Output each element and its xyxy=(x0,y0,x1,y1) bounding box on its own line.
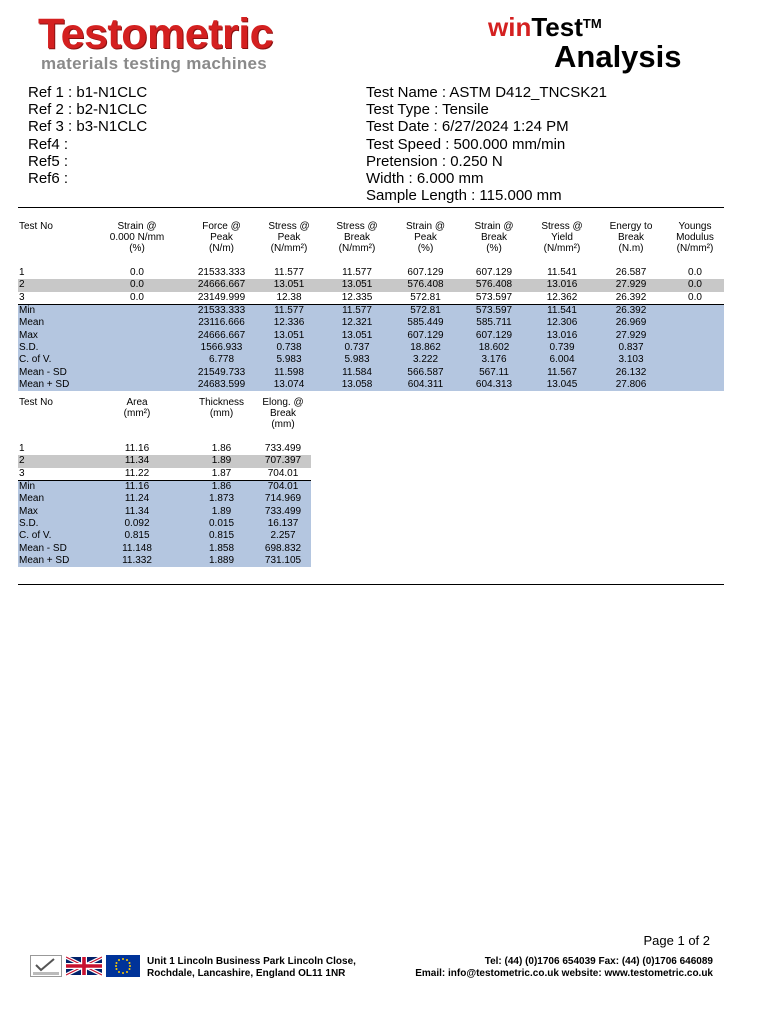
ref-line: Ref 2 : b2-N1CLC xyxy=(28,101,148,119)
table-cell: 13.016 xyxy=(528,279,596,291)
stat-cell: 12.336 xyxy=(255,317,323,329)
table-cell: 704.01 xyxy=(267,467,299,479)
table-cell: 26.587 xyxy=(615,267,647,279)
stat-cell xyxy=(666,317,724,329)
column-header: Strain @ Break (%) xyxy=(474,221,514,254)
table-cell: 707.397 xyxy=(255,455,311,467)
stat-cell: 0.739 xyxy=(528,342,596,354)
stat-cell: 1566.933 xyxy=(188,342,255,354)
column-header: Thickness (mm) xyxy=(198,397,244,419)
stat-cell: 23116.666 xyxy=(188,317,255,329)
stat-label: Max xyxy=(18,329,86,341)
stat-cell: 607.129 xyxy=(391,329,460,341)
column-header: Force @ Peak (N/m) xyxy=(202,221,241,254)
stat-label: Mean + SD xyxy=(18,555,86,567)
table-cell: 0.0 xyxy=(666,279,724,291)
table-row xyxy=(18,279,724,291)
results-table xyxy=(18,221,724,391)
stat-cell: 0.815 xyxy=(86,530,188,542)
table-cell: 576.408 xyxy=(460,279,528,291)
table-cell: 11.22 xyxy=(124,467,150,479)
stat-label: C. of V. xyxy=(18,530,86,542)
table-cell: 27.929 xyxy=(596,279,666,291)
ref-line: Ref 1 : b1-N1CLC xyxy=(28,84,148,101)
header-divider xyxy=(18,207,724,208)
stat-cell: 585.711 xyxy=(460,317,528,329)
stat-cell: 16.137 xyxy=(255,518,311,530)
stat-cell: 604.313 xyxy=(460,379,528,391)
stat-cell: 0.837 xyxy=(596,342,666,354)
stat-cell xyxy=(666,304,724,317)
table-cell: 23149.999 xyxy=(197,291,246,303)
table-row xyxy=(18,267,724,279)
stats-row xyxy=(18,505,311,517)
stat-cell: 2.257 xyxy=(255,530,311,542)
company-contact: Tel: (44) (0)1706 654039 Fax: (44) (0)1706 646089 Email: info@testometric.co.uk website: www.testometric.co.uk xyxy=(415,956,713,979)
stat-cell: 13.051 xyxy=(323,329,391,341)
stat-cell: 21549.733 xyxy=(188,366,255,378)
table-row xyxy=(18,443,311,455)
column-header: Stress @ Break (N/mm²) xyxy=(336,221,378,254)
stat-cell: 11.584 xyxy=(323,366,391,378)
table-cell: 576.408 xyxy=(391,279,460,291)
stats-row xyxy=(18,542,311,554)
stats-row xyxy=(18,493,311,505)
stat-cell: 3.176 xyxy=(460,354,528,366)
stat-cell xyxy=(86,366,188,378)
eu-flag-icon xyxy=(106,955,140,977)
column-header: Area (mm²) xyxy=(123,397,151,419)
column-header: Test No xyxy=(19,397,53,408)
stat-cell: 1.889 xyxy=(188,555,255,567)
table-cell: 11.577 xyxy=(342,267,372,279)
stats-row xyxy=(18,317,724,329)
stat-cell: 11.34 xyxy=(86,505,188,517)
stat-cell: 13.045 xyxy=(528,379,596,391)
product-name: Test xyxy=(531,12,583,42)
table-cell: 607.129 xyxy=(475,267,513,279)
stat-cell: 13.016 xyxy=(528,329,596,341)
test-type: Test Type : Tensile xyxy=(366,101,489,119)
row-label: 2 xyxy=(18,279,86,291)
column-header: Youngs Modulus (N/mm²) xyxy=(676,221,714,254)
stat-cell: 1.873 xyxy=(188,493,255,505)
stat-cell: 13.051 xyxy=(255,329,323,341)
stats-row xyxy=(18,354,724,366)
stat-cell: 11.24 xyxy=(86,493,188,505)
stat-cell: 1.89 xyxy=(188,505,255,517)
table-cell: 607.129 xyxy=(407,267,444,279)
stat-cell: 26.132 xyxy=(596,366,666,378)
ref-line: Ref 3 : b3-N1CLC xyxy=(28,118,148,136)
table-cell: 13.051 xyxy=(255,279,323,291)
table-row xyxy=(18,455,311,467)
stat-cell: 607.129 xyxy=(460,329,528,341)
stat-label: Mean - SD xyxy=(18,542,86,554)
stat-label: C. of V. xyxy=(18,354,86,366)
table-cell: 0.0 xyxy=(86,279,188,291)
ref-line: Ref5 : xyxy=(28,152,69,170)
column-header: Stress @ Peak (N/mm²) xyxy=(268,221,310,254)
table-cell: 0.0 xyxy=(688,291,702,303)
stat-cell xyxy=(666,366,724,378)
table-cell: 26.392 xyxy=(615,291,647,303)
page-number: Page 1 of 2 xyxy=(643,933,710,948)
stat-cell: 567.11 xyxy=(460,366,528,378)
stat-cell: 27.806 xyxy=(596,379,666,391)
stat-label: Min xyxy=(18,304,86,317)
testometric-logo xyxy=(38,12,318,74)
stat-cell: 26.392 xyxy=(596,304,666,317)
stat-cell: 26.969 xyxy=(596,317,666,329)
stats-row xyxy=(18,480,311,493)
stat-label: Mean - SD xyxy=(18,366,86,378)
table-cell: 573.597 xyxy=(475,291,513,303)
stat-cell: 24683.599 xyxy=(188,379,255,391)
stat-cell: 5.983 xyxy=(323,354,391,366)
stat-cell xyxy=(86,342,188,354)
uk-flag-icon xyxy=(66,955,102,977)
table-cell: 11.577 xyxy=(274,267,304,279)
row-label: 2 xyxy=(18,455,86,467)
stat-cell: 733.499 xyxy=(255,505,311,517)
width: Width : 6.000 mm xyxy=(366,169,484,187)
stat-cell: 6.004 xyxy=(528,354,596,366)
stat-cell: 13.074 xyxy=(255,379,323,391)
stat-label: Mean xyxy=(18,493,86,505)
stat-cell: 24666.667 xyxy=(188,329,255,341)
stat-cell: 704.01 xyxy=(255,480,311,493)
table-cell: 24666.667 xyxy=(188,279,255,291)
stat-cell xyxy=(86,329,188,341)
stat-cell: 0.015 xyxy=(188,518,255,530)
column-header: Test No xyxy=(19,221,53,232)
stat-cell: 11.332 xyxy=(86,555,188,567)
table-cell: 13.051 xyxy=(323,279,391,291)
wintest-logo xyxy=(488,12,718,72)
table-cell: 12.335 xyxy=(341,291,373,303)
stat-cell: 604.311 xyxy=(391,379,460,391)
brand-name: Testometric xyxy=(38,10,274,58)
dimensions-table xyxy=(18,397,311,567)
table-row xyxy=(18,468,311,481)
table-cell: 733.499 xyxy=(264,443,302,455)
row-label: 3 xyxy=(19,467,25,479)
stats-row xyxy=(18,530,311,542)
row-label: 3 xyxy=(19,291,25,303)
table-cell: 1.87 xyxy=(211,467,232,479)
stat-cell: 21533.333 xyxy=(188,304,255,317)
stat-cell: 698.832 xyxy=(255,542,311,554)
stat-cell: 572.81 xyxy=(391,304,460,317)
stat-cell: 13.058 xyxy=(323,379,391,391)
table-row xyxy=(18,292,724,305)
stats-row xyxy=(18,342,724,354)
stat-cell xyxy=(86,317,188,329)
stat-cell: 3.222 xyxy=(391,354,460,366)
test-name: Test Name : ASTM D412_TNCSK21 xyxy=(366,84,607,101)
row-label: 1 xyxy=(19,267,25,279)
table-cell: 0.0 xyxy=(130,267,144,279)
certification-icon xyxy=(30,955,62,977)
stat-cell: 1.86 xyxy=(188,480,255,493)
stat-cell: 3.103 xyxy=(596,354,666,366)
stat-cell xyxy=(86,354,188,366)
stats-row xyxy=(18,304,724,317)
ref-line: Ref6 : xyxy=(28,169,69,187)
sample-length: Sample Length : 115.000 mm xyxy=(366,187,562,205)
stat-label: Mean + SD xyxy=(18,379,86,391)
stats-row xyxy=(18,379,724,391)
test-date: Test Date : 6/27/2024 1:24 PM xyxy=(366,118,569,136)
column-header: Strain @ Peak (%) xyxy=(405,221,446,254)
stat-cell: 6.778 xyxy=(188,354,255,366)
column-header: Strain @ 0.000 N/mm (%) xyxy=(109,221,165,254)
trademark: TM xyxy=(582,16,602,31)
table-header-row xyxy=(18,221,724,267)
stat-cell: 714.969 xyxy=(255,493,311,505)
stat-cell xyxy=(666,329,724,341)
stat-cell xyxy=(86,379,188,391)
stat-label: Mean xyxy=(18,317,86,329)
table-cell: 12.362 xyxy=(546,291,578,303)
stat-cell: 1.858 xyxy=(188,542,255,554)
stat-cell xyxy=(666,379,724,391)
stat-cell: 11.567 xyxy=(528,366,596,378)
stat-cell: 12.306 xyxy=(528,317,596,329)
pretension: Pretension : 0.250 N xyxy=(366,152,503,170)
stat-label: S.D. xyxy=(18,518,86,530)
stat-cell: 573.597 xyxy=(460,304,528,317)
stat-cell xyxy=(666,354,724,366)
reference-list xyxy=(28,84,147,187)
table-cell: 572.81 xyxy=(410,291,441,303)
stats-row xyxy=(18,555,311,567)
stat-cell: 11.16 xyxy=(86,480,188,493)
stats-row xyxy=(18,366,724,378)
stat-label: Min xyxy=(18,480,86,493)
stat-cell: 585.449 xyxy=(391,317,460,329)
stat-cell: 11.541 xyxy=(528,304,596,317)
stat-cell: 0.738 xyxy=(255,342,323,354)
stat-cell: 11.577 xyxy=(255,304,323,317)
table-cell: 11.16 xyxy=(124,443,150,455)
table-cell: 11.541 xyxy=(547,267,577,279)
stat-cell: 12.321 xyxy=(323,317,391,329)
table-cell: 0.0 xyxy=(688,267,702,279)
brand-tagline: materials testing machines xyxy=(41,54,268,73)
table-cell: 1.89 xyxy=(188,455,255,467)
product-prefix: win xyxy=(488,12,532,42)
stats-row xyxy=(18,329,724,341)
stat-cell: 566.587 xyxy=(391,366,460,378)
stat-cell: 11.577 xyxy=(323,304,391,317)
stat-cell: 731.105 xyxy=(255,555,311,567)
stat-label: Max xyxy=(18,505,86,517)
column-header: Energy to Break (N.m) xyxy=(609,221,653,254)
stat-cell: 0.092 xyxy=(86,518,188,530)
stat-cell xyxy=(666,342,724,354)
column-header: Elong. @ Break (mm) xyxy=(262,397,304,430)
test-speed: Test Speed : 500.000 mm/min xyxy=(366,135,566,153)
table-header-row xyxy=(18,397,311,443)
stat-cell: 18.602 xyxy=(460,342,528,354)
stat-cell: 11.598 xyxy=(255,366,323,378)
stat-cell xyxy=(86,304,188,317)
ref-line: Ref4 : xyxy=(28,135,69,153)
column-header: Stress @ Yield (N/mm²) xyxy=(541,221,583,254)
stat-cell: 0.815 xyxy=(188,530,255,542)
stat-cell: 27.929 xyxy=(596,329,666,341)
table-cell: 11.34 xyxy=(86,455,188,467)
table-cell: 21533.333 xyxy=(197,267,246,279)
table-end-divider xyxy=(18,584,724,585)
product-sub: Analysis xyxy=(554,39,682,74)
stat-cell: 11.148 xyxy=(86,542,188,554)
table-cell: 0.0 xyxy=(130,291,144,303)
row-label: 1 xyxy=(19,443,25,455)
table-cell: 1.86 xyxy=(211,443,232,455)
company-address: Unit 1 Lincoln Business Park Lincoln Close, Rochdale, Lancashire, England OL11 1NR xyxy=(147,956,356,979)
stats-row xyxy=(18,518,311,530)
stat-cell: 18.862 xyxy=(391,342,460,354)
stat-label: S.D. xyxy=(18,342,86,354)
stat-cell: 5.983 xyxy=(255,354,323,366)
test-info xyxy=(366,84,607,204)
table-cell: 12.38 xyxy=(276,291,302,303)
stat-cell: 0.737 xyxy=(323,342,391,354)
